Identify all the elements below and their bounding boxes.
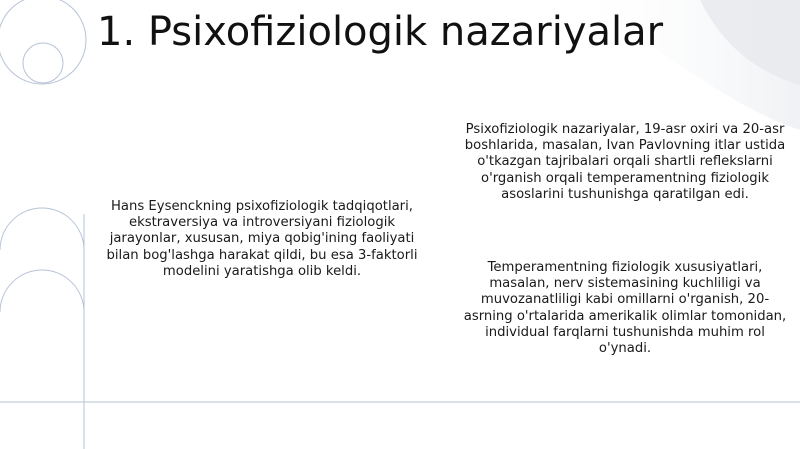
deco-arch-upper bbox=[0, 208, 84, 312]
right-text-block-2: Temperamentning fiziologik xususiyatlari, masalan, nerv sistemasining kuchliligi va muvozanatliligi kabi omillarni o'rganish, 20-asrning o'rtalarida amerikalik olimlar tomonidan, individual farqlarni tushunishda muhim rol o'ynadi. bbox=[463, 260, 787, 357]
slide-title: 1. Psixofiziologik nazariyalar bbox=[97, 9, 664, 55]
deco-circle-small bbox=[23, 43, 63, 83]
deco-circle-large bbox=[0, 0, 86, 84]
right-text-block-1: Psixofiziologik nazariyalar, 19-asr oxiri va 20-asr boshlarida, masalan, Ivan Pavlovning itlar ustida o'tkazgan tajribalari orqali shartli reflekslarni o'rganish orqali temperamentning fiziologik asoslarini tushunishga qaratilgan edi. bbox=[464, 122, 786, 202]
left-text-block: Hans Eysenckning psixofiziologik tadqiqotlari, ekstraversiya va introversiyani fiziologik jarayonlar, xususan, miya qobig'ining faoliyati bilan bog'lashga harakat qildi, bu esa 3-faktorli modelini yaratishga olib keldi. bbox=[106, 199, 418, 279]
deco-arch-lower bbox=[0, 270, 84, 449]
